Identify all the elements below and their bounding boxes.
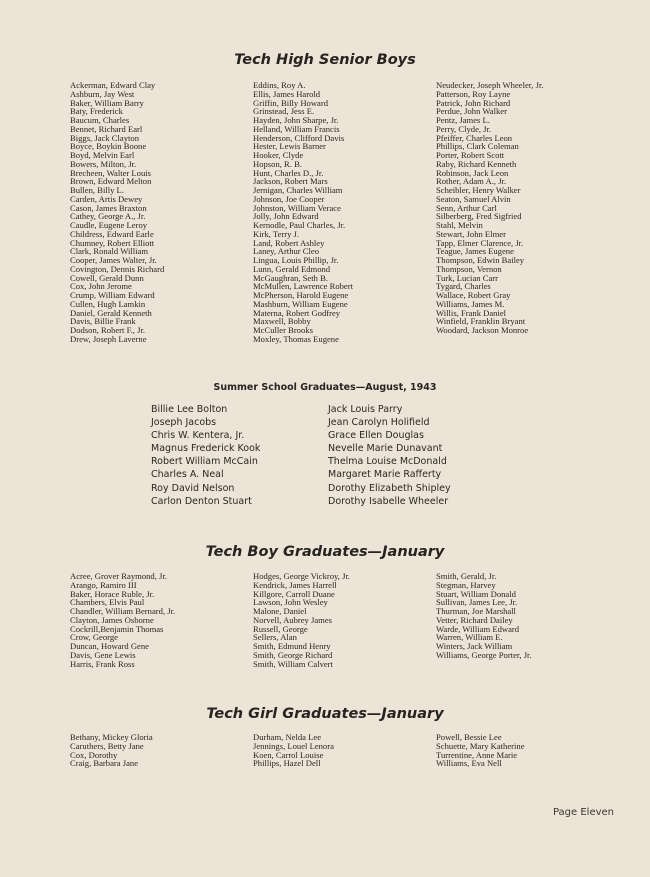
name-entry: Kernodle, Paul Charles, Jr.	[253, 220, 346, 230]
name-entry: Cockrill,Benjamin Thomas	[70, 623, 164, 634]
name-entry: Koen, Carrol Louise	[253, 749, 324, 760]
name-entry: Carden, Artis Dewey	[70, 193, 143, 204]
name-entry: Stahl, Melvin	[436, 220, 483, 230]
name-entry: Mashburn, William Eugene	[253, 298, 348, 309]
page-number: Page Eleven	[552, 807, 614, 818]
name-entry: Bennet, Richard Earl	[70, 123, 143, 134]
name-entry: Powell, Bessie Lee	[436, 732, 502, 742]
name-entry: Clayton, James Osborne	[70, 614, 154, 625]
name-entry: Sullivan, James Lee, Jr.	[436, 597, 518, 608]
name-entry: Materna, Robert Godfrey	[253, 307, 341, 318]
name-entry: Williams, Eva Nell	[436, 758, 502, 769]
name-entry: Warde, William Edward	[436, 623, 520, 634]
name-entry: Phillips, Clark Coleman	[436, 141, 519, 152]
name-entry: Cox, Dorothy	[70, 749, 118, 760]
name-entry: Crow, George	[70, 632, 118, 643]
name-entry: Helland, William Francis	[253, 123, 340, 134]
name-entry: Chumney, Robert Elliott	[70, 237, 155, 248]
name-entry: Smith, George Richard	[253, 649, 333, 660]
name-entry: Lawson, John Wesley	[253, 597, 328, 608]
name-entry: Crump, William Edward	[70, 290, 155, 300]
name-entry: Patterson, Roy Layne	[436, 88, 511, 99]
name-entry: Craig, Barbara Jane	[70, 758, 139, 769]
name-entry: Stewart, John Elmer	[436, 228, 506, 239]
name-entry: Thurman, Joe Marshall	[436, 606, 516, 616]
name-entry: Silberberg, Fred Sigfried	[436, 211, 522, 222]
name-entry: Ackerman, Edward Clay	[70, 80, 156, 90]
name-entry: Brown, Edward Melton	[70, 176, 152, 187]
senior-boys-column-3	[436, 81, 544, 335]
name-entry: Hunt, Charles D., Jr.	[253, 167, 324, 178]
name-entry: Turk, Lucian Carr	[436, 272, 498, 283]
name-entry: Schuette, Mary Katherine	[436, 740, 525, 751]
name-entry: Jackson, Robert Mars	[253, 176, 328, 187]
senior-boys-column-1	[70, 81, 164, 344]
name-entry: Killgore, Carroll Duane	[253, 588, 335, 599]
name-entry: Turrentine, Anne Marie	[436, 749, 518, 760]
name-entry: Margaret Marie Rafferty	[328, 469, 442, 481]
name-entry: Childress, Edward Earle	[70, 228, 154, 239]
name-entry: Moxley, Thomas Eugene	[253, 333, 339, 344]
name-entry: Charles A. Neal	[151, 469, 224, 481]
name-entry: Robert William McCain	[151, 456, 258, 468]
name-entry: Hooker, Clyde	[253, 150, 304, 160]
name-entry: Teague, James Eugene	[436, 246, 514, 257]
name-entry: Nevelle Marie Dunavant	[328, 443, 443, 455]
name-entry: Thelma Louise McDonald	[328, 456, 447, 468]
name-entry: Davis, Billie Frank	[70, 316, 136, 327]
name-entry: Jennings, Louel Lenora	[253, 740, 334, 751]
name-entry: Pfeiffer, Charles Leon	[436, 132, 513, 143]
name-entry: Perry, Clyde, Jr.	[436, 123, 492, 134]
summer-graduates-column-1	[151, 403, 260, 508]
boy-graduates-column-3	[436, 572, 532, 660]
name-entry: Perdue, John Walker	[436, 106, 507, 117]
name-entry: Cullen, Hugh Lamkin	[70, 298, 146, 309]
name-entry: Billie Lee Bolton	[151, 404, 228, 415]
name-entry: Grace Ellen Douglas	[328, 430, 424, 442]
name-entry: Cox, John Jerome	[70, 281, 132, 292]
name-entry: Bowers, Milton, Jr.	[70, 158, 137, 169]
name-entry: Hayden, John Sharpe, Jr.	[253, 115, 339, 125]
name-entry: Tygard, Charles	[436, 281, 491, 292]
name-entry: Lingua, Louis Phillip, Jr.	[253, 255, 339, 265]
name-entry: Baker, Horace Ruble, Jr.	[70, 588, 155, 599]
name-entry: Winfield, Franklin Bryant	[436, 316, 526, 327]
name-entry: Thompson, Edwin Bailey	[436, 255, 525, 265]
name-entry: Brecheen, Walter Louis	[70, 167, 151, 178]
name-entry: Scheibler, Henry Walker	[436, 185, 521, 195]
name-entry: Woodard, Jackson Monroe	[436, 325, 529, 335]
name-entry: Acree, Grover Raymond, Jr.	[70, 571, 167, 581]
girl-graduates-column-2	[253, 733, 334, 768]
name-entry: Jolly, John Edward	[253, 211, 319, 222]
name-entry: Cooper, James Walter, Jr.	[70, 255, 157, 265]
name-entry: Norvell, Aubrey James	[253, 614, 332, 625]
name-entry: Caudle, Eugene Leroy	[70, 220, 148, 230]
name-entry: Johnson, Joe Cooper	[253, 193, 325, 204]
name-entry: Chandler, William Bernard, Jr.	[70, 606, 176, 616]
name-entry: Maxwell, Bobby	[253, 316, 311, 327]
name-entry: Biggs, Jack Clayton	[70, 132, 139, 143]
name-entry: Daniel, Gerald Kenneth	[70, 307, 152, 318]
name-entry: Russell, George	[253, 623, 308, 634]
name-entry: Pentz, James L.	[436, 115, 490, 125]
name-entry: Smith, William Calvert	[253, 658, 333, 669]
name-entry: Stegman, Harvey	[436, 579, 496, 590]
name-entry: Hodges, George Vickroy, Jr.	[253, 571, 350, 581]
boy-graduates-heading: Tech Boy Graduates—January	[205, 544, 445, 560]
name-entry: Cathey, George A., Jr.	[70, 211, 146, 222]
name-entry: Williams, George Porter, Jr.	[436, 649, 532, 660]
name-entry: Laney, Arthur Cleo	[253, 246, 320, 257]
boy-graduates-column-1	[70, 572, 175, 668]
name-entry: Boyce, Boykin Boone	[70, 141, 147, 152]
name-entry: McCuller Brooks	[253, 325, 313, 335]
name-entry: Jean Carolyn Holifield	[328, 417, 430, 429]
name-entry: Smith, Gerald, Jr.	[436, 571, 497, 581]
name-entry: Cowell, Gerald Dunn	[70, 272, 144, 283]
name-entry: Senn, Arthur Carl	[436, 202, 497, 213]
name-entry: Carlon Denton Stuart	[151, 495, 252, 507]
name-entry: Thompson, Vernon	[436, 263, 502, 274]
name-entry: Phillips, Hazel Dell	[253, 758, 321, 769]
summer-graduates-column-2	[328, 403, 451, 508]
name-entry: Williams, James M.	[436, 298, 505, 309]
name-entry: Wallace, Robert Gray	[436, 290, 511, 300]
name-entry: Raby, Richard Kenneth	[436, 158, 517, 169]
name-entry: Baucum, Charles	[70, 115, 130, 125]
name-entry: Joseph Jacobs	[151, 417, 217, 429]
name-entry: Malone, Daniel	[253, 606, 307, 616]
boy-graduates-column-2	[253, 572, 350, 668]
name-entry: Griffin, Billy Howard	[253, 97, 329, 108]
senior-boys-column-2	[253, 81, 353, 344]
name-entry: Robinson, Jack Leon	[436, 167, 509, 178]
name-entry: Henderson, Clifford Davis	[253, 132, 345, 143]
name-entry: Duncan, Howard Gene	[70, 641, 149, 651]
name-entry: Jernigan, Charles William	[253, 185, 343, 195]
name-entry: Chambers, Elvis Paul	[70, 597, 145, 608]
name-entry: Warren, William E.	[436, 632, 503, 643]
name-entry: Harris, Frank Ross	[70, 658, 135, 669]
name-entry: Davis, Gene Lewis	[70, 649, 136, 660]
name-entry: Jack Louis Parry	[328, 404, 403, 415]
name-entry: Seaton, Samuel Alvin	[436, 193, 511, 204]
name-entry: Stuart, William Donald	[436, 588, 516, 599]
name-entry: Dorothy Isabelle Wheeler	[328, 495, 449, 507]
name-entry: Lunn, Gerald Edmond	[253, 263, 331, 274]
name-entry: Roy David Nelson	[151, 482, 235, 494]
name-entry: Kirk, Terry J.	[253, 228, 300, 239]
name-entry: Boyd, Melvin Earl	[70, 150, 135, 160]
name-entry: Covington, Dennis Richard	[70, 263, 165, 274]
girl-graduates-column-3	[436, 733, 525, 768]
name-entry: McGaughran, Seth B.	[253, 272, 328, 283]
name-entry: Neudecker, Joseph Wheeler, Jr.	[436, 80, 544, 90]
senior-boys-heading: Tech High Senior Boys	[234, 52, 416, 68]
name-entry: Bullen, Billy L.	[70, 185, 124, 195]
name-entry: Tapp, Elmer Clarence, Jr.	[436, 237, 524, 248]
name-entry: Johnston, William Verace	[253, 202, 341, 213]
name-entry: Smith, Edmund Henry	[253, 641, 331, 651]
name-entry: Ellis, James Harold	[253, 88, 321, 99]
name-entry: Baty, Frederick	[70, 106, 123, 117]
name-entry: Hopson, R. B.	[253, 158, 302, 169]
name-entry: Baker, William Barry	[70, 97, 144, 108]
name-entry: Porter, Robert Scott	[436, 150, 505, 160]
name-entry: Kendrick, James Harrell	[253, 579, 337, 590]
name-entry: Dodson, Robert F., Jr.	[70, 325, 145, 335]
name-entry: Chris W. Kentera, Jr.	[151, 430, 245, 442]
name-entry: Drew, Joseph Laverne	[70, 333, 147, 344]
name-entry: Caruthers, Betty Jane	[70, 740, 144, 751]
name-entry: Hester, Lewis Barner	[253, 141, 326, 152]
summer-graduates-heading: Summer School Graduates—August, 1943	[213, 382, 437, 393]
name-entry: Sellers, Alan	[253, 632, 297, 643]
name-entry: Ashburn, Jay West	[70, 88, 135, 99]
name-entry: Eddins, Roy A.	[253, 80, 306, 90]
name-entry: Clark, Ronald William	[70, 246, 149, 257]
girl-graduates-column-1	[70, 733, 153, 768]
name-entry: Rother, Adam A., Jr.	[436, 176, 507, 187]
name-entry: Durham, Nelda Lee	[253, 732, 322, 742]
name-entry: Patrick, John Richard	[436, 97, 511, 108]
name-entry: Vetter, Richard Dailey	[436, 614, 513, 625]
name-entry: Cason, James Braxton	[70, 202, 147, 213]
name-entry: McPherson, Harold Eugene	[253, 290, 349, 300]
name-entry: Land, Robert Ashley	[253, 237, 325, 248]
name-entry: Dorothy Elizabeth Shipley	[328, 482, 451, 494]
girl-graduates-heading: Tech Girl Graduates—January	[206, 706, 444, 722]
name-entry: Winters, Jack William	[436, 641, 513, 651]
name-entry: McMullen, Lawrence Robert	[253, 281, 353, 292]
name-entry: Magnus Frederick Kook	[151, 443, 261, 455]
name-entry: Arango, Ramiro III	[70, 579, 137, 590]
name-entry: Grinstead, Jess E.	[253, 106, 315, 117]
name-entry: Willis, Frank Daniel	[436, 307, 507, 318]
name-entry: Bethany, Mickey Gloria	[70, 732, 153, 742]
